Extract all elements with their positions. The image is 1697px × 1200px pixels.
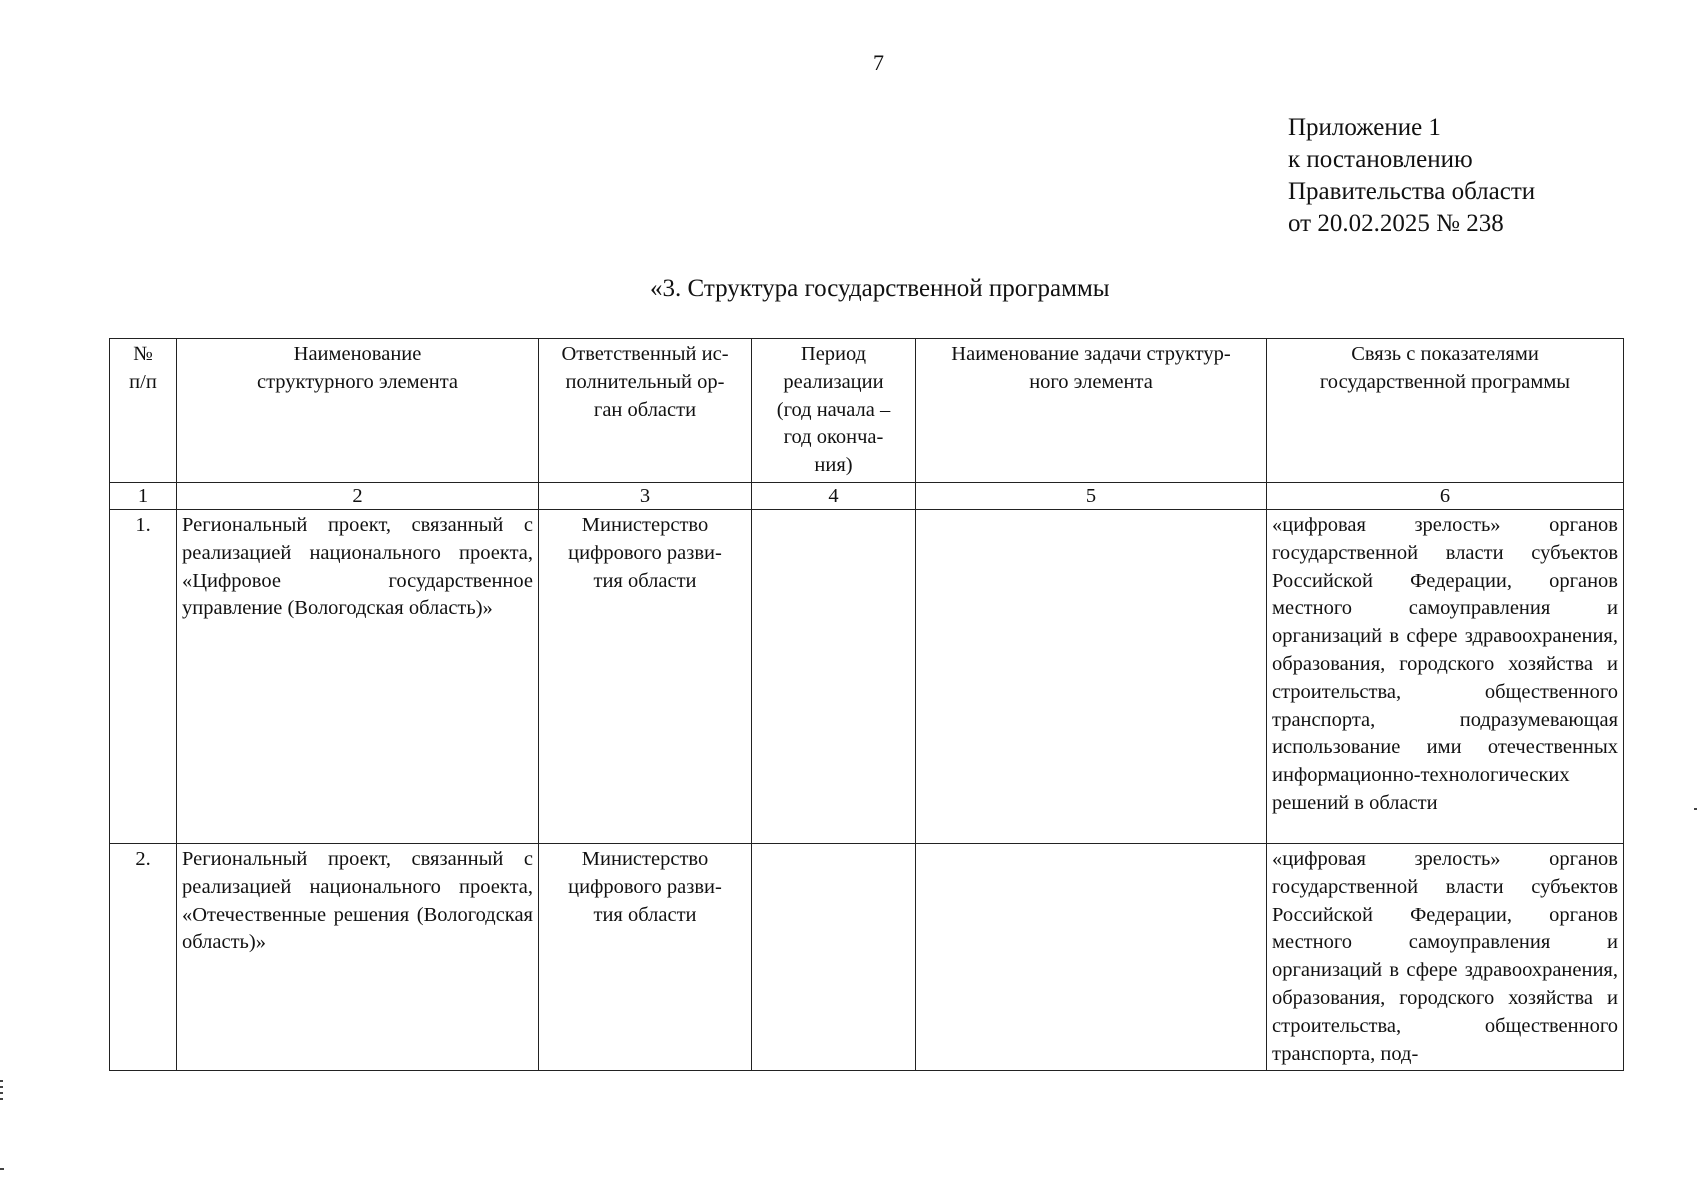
column-number: 3: [539, 482, 752, 509]
appendix-line-4: от 20.02.2025 № 238: [1288, 210, 1504, 237]
header-indicators-link: Связь с показателями государственной программы: [1267, 339, 1624, 483]
header-task-name: Наименование задачи структур- ного элемента: [916, 339, 1267, 483]
appendix-line-3: Правительства области: [1288, 178, 1536, 205]
column-number: 5: [916, 482, 1267, 509]
table-row: [110, 509, 1624, 843]
column-number: 6: [1267, 482, 1624, 509]
header-period: Период реализации (год начала – год оконча- ния): [752, 339, 916, 483]
row-number: 2.: [110, 843, 177, 1070]
column-number: 2: [177, 482, 539, 509]
header-responsible-body: Ответственный ис- полнительный ор- ган области: [539, 339, 752, 483]
scan-margin-marks: [0, 1080, 3, 1104]
table-header-row: [110, 339, 1624, 483]
document-title: «3. Структура государственной программы: [650, 275, 1110, 302]
indicators-link: «цифровая зрелость» органов государственной власти субъектов Российской Федерации, органов местного самоуправления и организаций в сфере здравоохранения, образования, городского хозяйства и строительства, общественного транспорта, подразумевающая использование ими отечественных информационно-технологических решений в области: [1267, 509, 1624, 843]
responsible-body: Министерство цифрового разви- тия области: [539, 509, 752, 843]
implementation-period: [752, 843, 916, 1070]
table-row: [110, 843, 1624, 1070]
column-number-row: [110, 482, 1624, 509]
task-name: [916, 509, 1267, 843]
structural-element-name: Региональный проект, связанный с реализацией национального проекта, «Отечественные решения (Вологодская область)»: [177, 843, 539, 1070]
column-number: 4: [752, 482, 916, 509]
structural-element-name: Региональный проект, связанный с реализацией национального проекта, «Цифровое государственное управление (Вологодская область)»: [177, 509, 539, 843]
indicators-link: «цифровая зрелость» органов государственной власти субъектов Российской Федерации, органов местного самоуправления и организаций в сфере здравоохранения, образования, городского хозяйства и строительства, общественного транспорта, под-: [1267, 843, 1624, 1070]
responsible-body: Министерство цифрового разви- тия области: [539, 843, 752, 1070]
appendix-block: [1288, 112, 1535, 240]
implementation-period: [752, 509, 916, 843]
appendix-line-2: к постановлению: [1288, 146, 1473, 173]
appendix-line-1: Приложение 1: [1288, 114, 1441, 141]
structure-table: [109, 338, 1624, 1071]
scan-margin-mark: [0, 1168, 4, 1170]
column-number: 1: [110, 482, 177, 509]
page-number: 7: [873, 50, 884, 75]
row-number: 1.: [110, 509, 177, 843]
task-name: [916, 843, 1267, 1070]
header-element-name: Наименование структурного элемента: [177, 339, 539, 483]
header-number: № п/п: [110, 339, 177, 483]
